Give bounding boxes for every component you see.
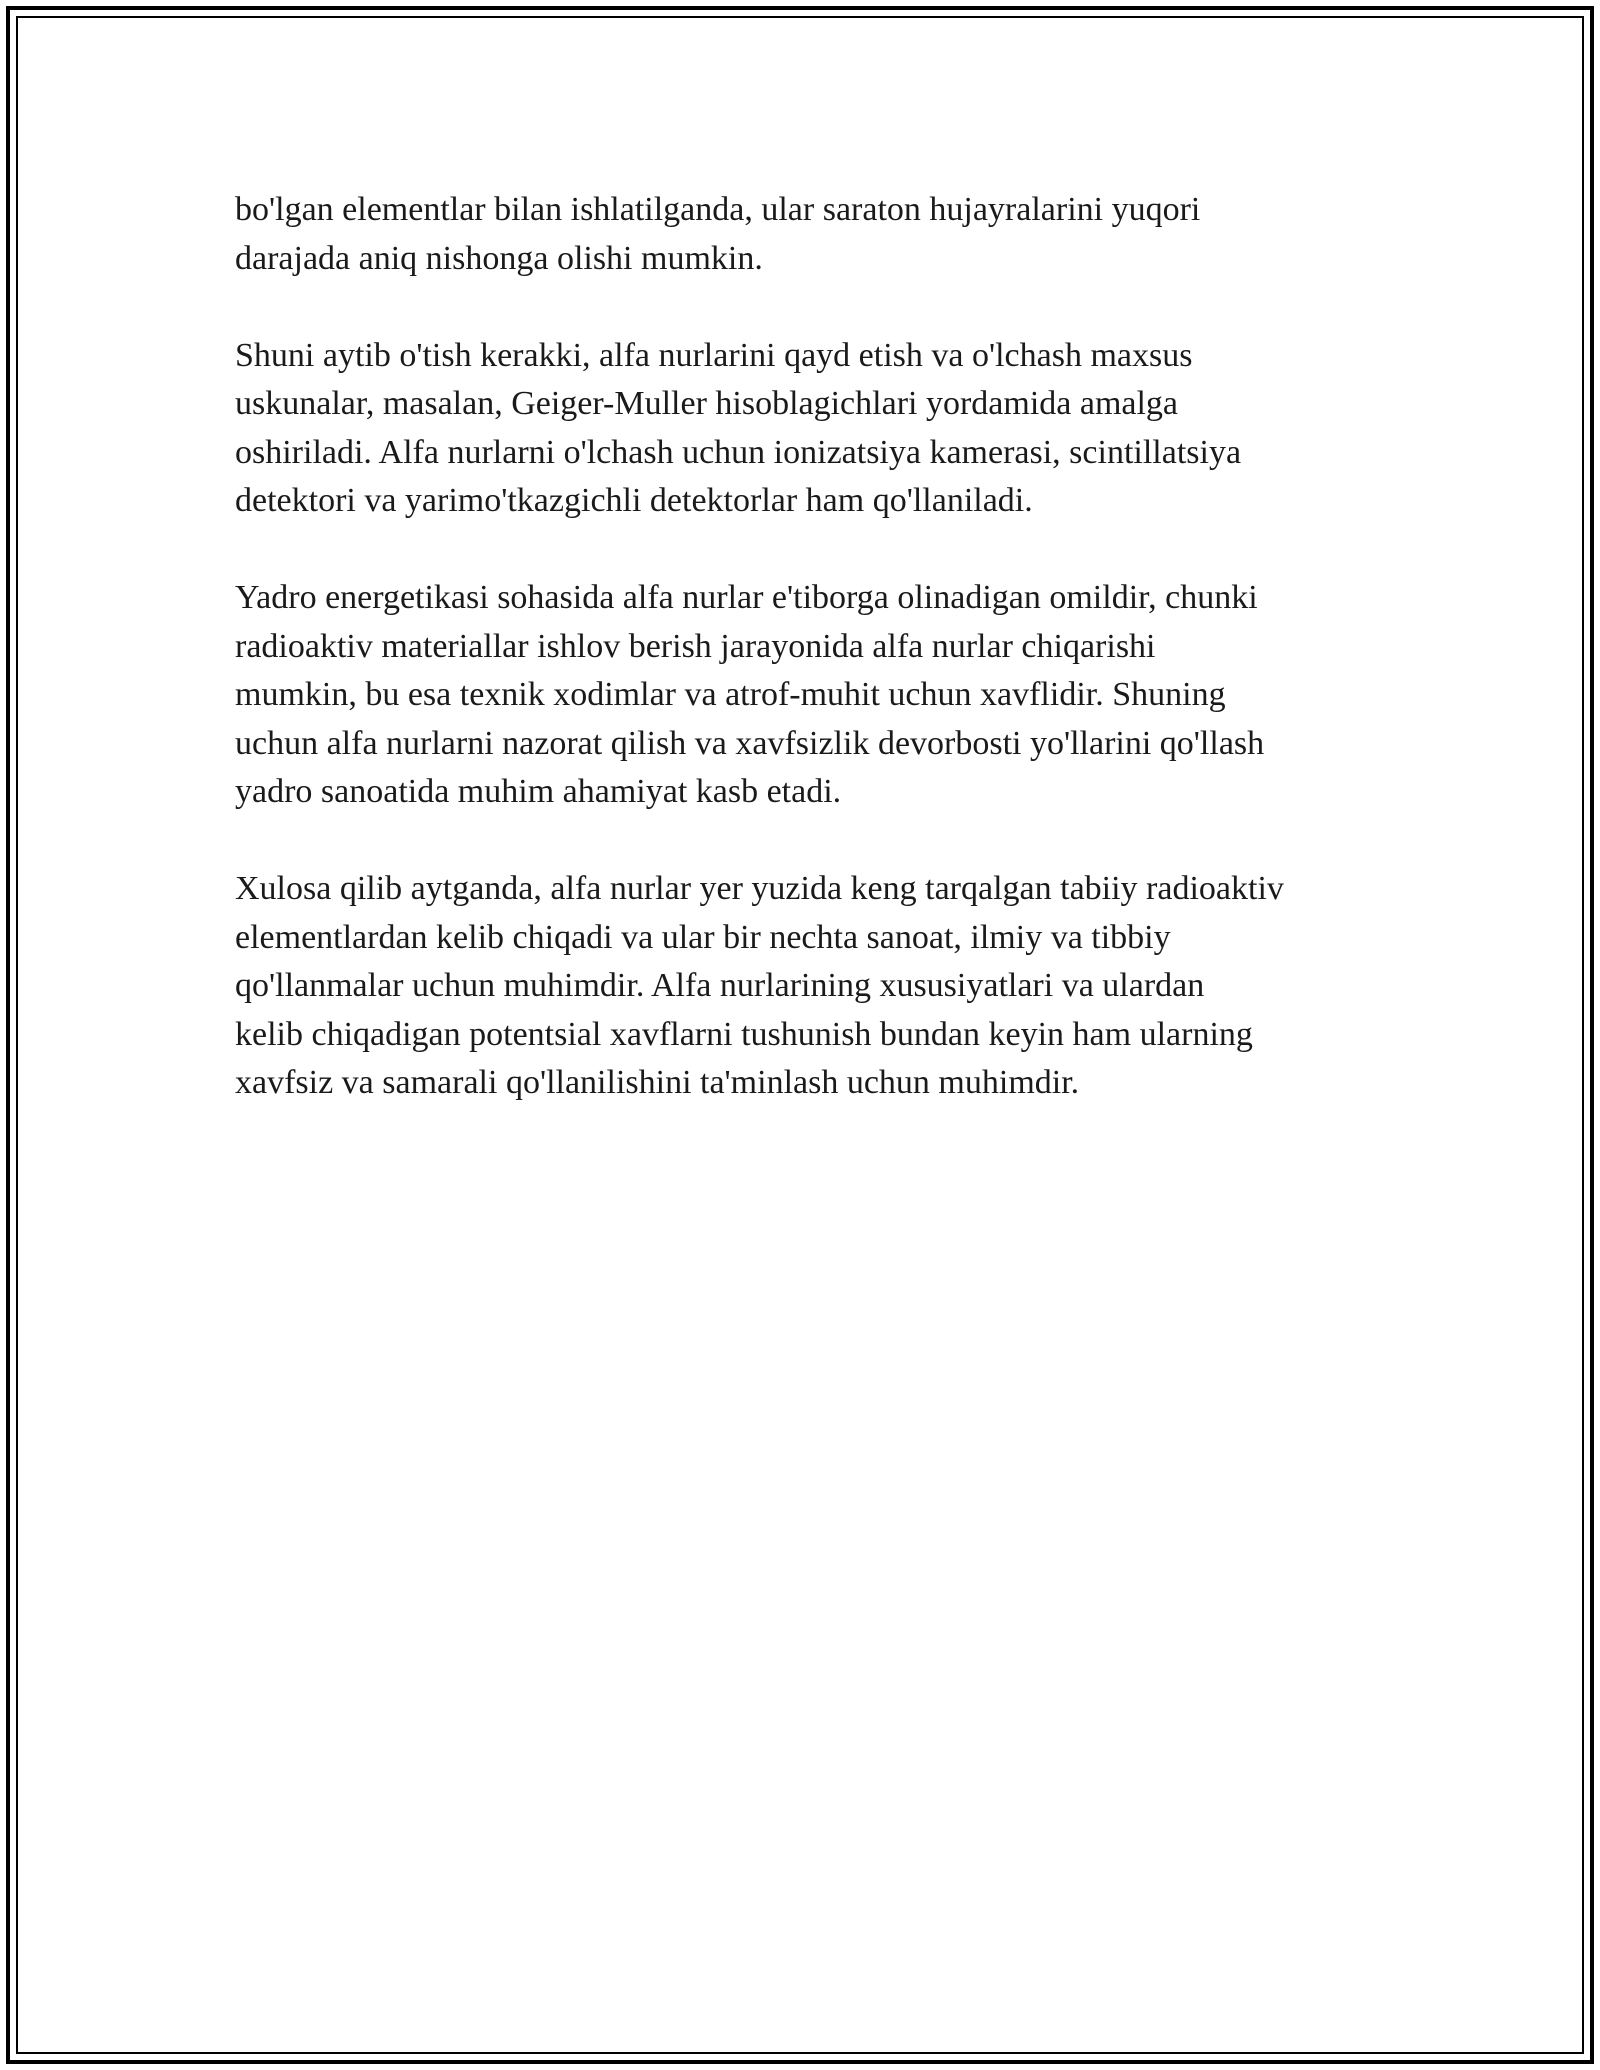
paragraph-line: detektori va yarimo'tkazgichli detektorlar ham qo'llaniladi. [235,482,1033,519]
paragraph-line: Shuni aytib o'tish kerakki, alfa nurlarini qayd etish va o'lchash maxsus [235,336,1193,374]
paragraph-line: oshiriladi. Alfa nurlarni o'lchash uchun ionizatsiya kamerasi, scintillatsiya [235,433,1242,471]
paragraph-line: yadro sanoatida muhim ahamiyat kasb etadi. [235,773,842,810]
paragraph-line: mumkin, bu esa texnik xodimlar va atrof-muhit uchun xavflidir. Shuning [235,676,1226,713]
paragraph-line: kelib chiqadigan potentsial xavflarni tushunish bundan keyin ham ularning [235,1015,1253,1053]
paragraph-2 [235,332,1375,526]
paragraph-line: darajada aniq nishonga olishi mumkin. [235,239,763,277]
paragraph-line: Xulosa qilib aytganda, alfa nurlar yer yuzida keng tarqalgan tabiiy radioaktiv [235,870,1284,907]
paragraph-line: radioaktiv materiallar ishlov berish jarayonida alfa nurlar chiqarishi [235,627,1156,665]
paragraph-line: Yadro energetikasi sohasida alfa nurlar e'tiborga olinadigan omildir, chunki [235,579,1258,616]
document-body [235,186,1375,1156]
paragraph-4 [235,865,1375,1108]
paragraph-line: uskunalar, masalan, Geiger-Muller hisoblagichlari yordamida amalga [235,385,1179,422]
paragraph-line: elementlardan kelib chiqadi va ular bir nechta sanoat, ilmiy va tibbiy [235,918,1171,956]
paragraph-line: uchun alfa nurlarni nazorat qilish va xavfsizlik devorbosti yo'llarini qo'llash [235,724,1265,762]
paragraph-line: bo'lgan elementlar bilan ishlatilganda, ular saraton hujayralarini yuqori [235,191,1201,228]
paragraph-3 [235,574,1375,817]
paragraph-line: qo'llanmalar uchun muhimdir. Alfa nurlarining xususiyatlari va ulardan [235,967,1205,1004]
paragraph-line: xavfsiz va samarali qo'llanilishini ta'minlash uchun muhimdir. [235,1064,1080,1101]
paragraph-1 [235,186,1375,283]
